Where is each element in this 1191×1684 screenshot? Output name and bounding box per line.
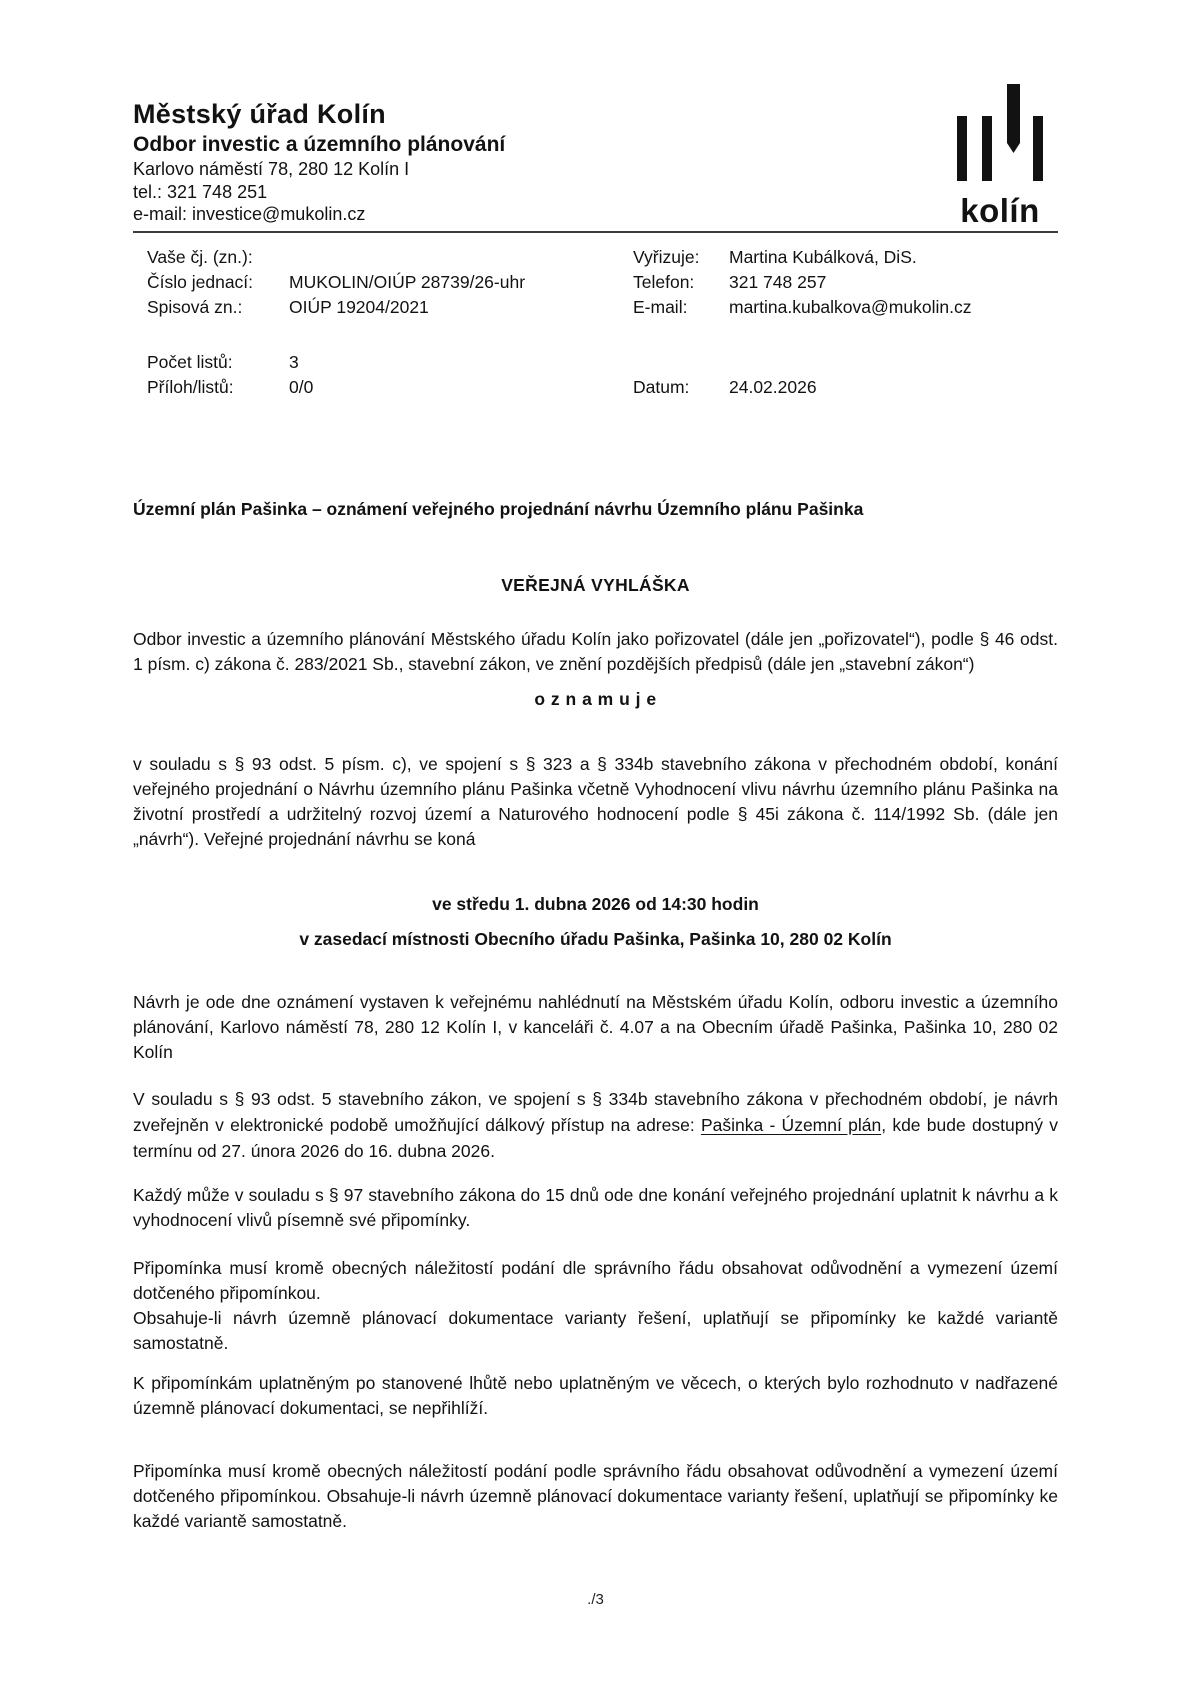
paragraph-authority: Odbor investic a územního plánování Městského úřadu Kolín jako pořizovatel (dále jen „pořizovatel“), podle § 46 odst. 1 písm. c) zákona č. 283/2021 Sb., stavební zákon, ve znění pozdějších předpisů (dále jen „stavební zákon“) [133, 628, 1058, 674]
ref-row-email [633, 295, 1058, 320]
public-notice-heading: VEŘEJNÁ VYHLÁŠKA [501, 574, 690, 595]
comment-requirements-line: Připomínka musí kromě obecných náležitostí podání dle správního řádu obsahovat odůvodnění a vymezení území dotčeného připomínkou. [133, 1257, 1058, 1303]
ref-label: Vyřizuje: [633, 246, 700, 267]
reference-left-column [133, 245, 633, 400]
ref-spacer [633, 320, 1058, 350]
reference-right-column [633, 245, 1058, 400]
ref-value: martina.kubalkova@mukolin.cz [729, 296, 972, 317]
paragraph-late-comments: K připomínkám uplatněným po stanovené lhůtě nebo uplatněným ve věcech, o kterých bylo rozhodnuto v nadřazené územně plánovací dokumentaci, se nepřihlíží. [133, 1372, 1058, 1418]
paragraph-comment-requirements [133, 1256, 1058, 1356]
paragraph-announcement: v souladu s § 93 odst. 5 písm. c), ve spojení s § 323 a § 334b stavebního zákona v přechodném období, konání veřejného projednání o Návrhu územního plánu Pašinka včetně Vyhodnocení vlivu návrhu územního plánu Pašinka na životní prostředí a udržitelný rozvoj území a Naturového hodnocení podle § 45i zákona č. 114/1992 Sb. (dále jen „návrh“). Veřejné projednání návrhu se koná [133, 753, 1058, 849]
paragraph-comment-requirements-repeat: Připomínka musí kromě obecných náležitostí podání podle správního řádu obsahovat odůvodnění a vymezení území dotčeného připomínkou. Obsahuje-li návrh územně plánovací dokumentace varianty řešení, uplatňují se připomínky ke každé variantě samostatně. [133, 1460, 1058, 1531]
document-body [133, 0, 1058, 1534]
office-address: Karlovo náměstí 78, 280 12 Kolín I [133, 159, 410, 179]
territorial-plan-link[interactable]: Pašinka - Územní plán [700, 1114, 882, 1135]
reference-block [133, 245, 1058, 400]
department-name: Odbor investic a územního plánování [133, 133, 506, 156]
kolin-logo-text: kolín [960, 192, 1040, 229]
ref-row-vase-cj [147, 245, 633, 270]
paragraph-inspection: Návrh je ode dne oznámení vystaven k veřejnému nahlédnutí na Městském úřadu Kolín, odboru investic a územního plánování, Karlovo náměstí 78, 280 12 Kolín I, v kanceláři č. 4.07 a na Obecním úřadě Pašinka, Pašinka 10, 280 02 Kolín [133, 991, 1058, 1062]
subject-line: Územní plán Pašinka – oznámení veřejného projednání návrhu Územního plánu Pašinka [133, 498, 864, 519]
ref-row-priloh-listu [147, 375, 633, 400]
online-access-text-after: , kde bude dostupný v termínu od 27. února 2026 do 16. dubna 2026. [133, 1114, 1058, 1161]
office-phone: tel.: 321 748 251 [133, 181, 268, 202]
ref-row-telefon [633, 270, 1058, 295]
ref-row-blank [633, 350, 1058, 375]
announcement-word: o z n a m u j e [534, 688, 657, 709]
ref-label [633, 350, 729, 375]
ref-row-spisova-zn [147, 295, 633, 320]
ref-label: Příloh/listů: [147, 376, 234, 397]
event-place-line: v zasedací místnosti Obecního úřadu Pašinka, Pašinka 10, 280 02 Kolín [299, 928, 892, 949]
event-date-line: ve středu 1. dubna 2026 od 14:30 hodin [432, 893, 759, 914]
header-divider [133, 231, 1058, 233]
online-access-text-before: V souladu s § 93 odst. 5 stavebního zákon, ve spojení s § 334b stavebního zákona v přechodném období, je návrh zveřejněn v elektronické podobě umožňující dálkový přístup na adrese: [133, 1088, 1058, 1135]
page-number-footer: ./3 [587, 1591, 604, 1608]
ref-label: Spisová zn.: [147, 296, 243, 317]
ref-value: MUKOLIN/OIÚP 28739/26-uhr [289, 271, 526, 292]
paragraph-comments-deadline: Každý může v souladu s § 97 stavebního zákona do 15 dnů ode dne konání veřejného projednání uplatnit k návrhu a k vyhodnocení vlivů písemně své připomínky. [133, 1184, 1058, 1230]
ref-row-pocet-listu [147, 350, 633, 375]
ref-label: Datum: [633, 376, 690, 397]
ref-spacer [147, 320, 633, 350]
ref-value: 24.02.2026 [729, 376, 817, 397]
office-name: Městský úřad Kolín [133, 99, 386, 129]
ref-value: Martina Kubálková, DiS. [729, 246, 917, 267]
ref-row-cislo-jednaci [147, 270, 633, 295]
office-email: e-mail: investice@mukolin.cz [133, 204, 366, 224]
ref-value: 3 [289, 351, 299, 372]
ref-label: E-mail: [633, 296, 688, 317]
ref-label: Vaše čj. (zn.): [147, 246, 253, 267]
ref-label: Telefon: [633, 271, 695, 292]
ref-value: 321 748 257 [729, 271, 827, 292]
paragraph-online-access [133, 1086, 1058, 1164]
ref-row-datum [633, 375, 1058, 400]
comment-variants-line: Obsahuje-li návrh územně plánovací dokumentace varianty řešení, uplatňují se připomínky ke každé variantě samostatně. [133, 1307, 1058, 1353]
ref-label: Počet listů: [147, 351, 233, 372]
ref-value: OIÚP 19204/2021 [289, 296, 429, 317]
ref-row-vyrizuje [633, 245, 1058, 270]
ref-value: 0/0 [289, 376, 314, 397]
ref-label: Číslo jednací: [147, 271, 254, 292]
